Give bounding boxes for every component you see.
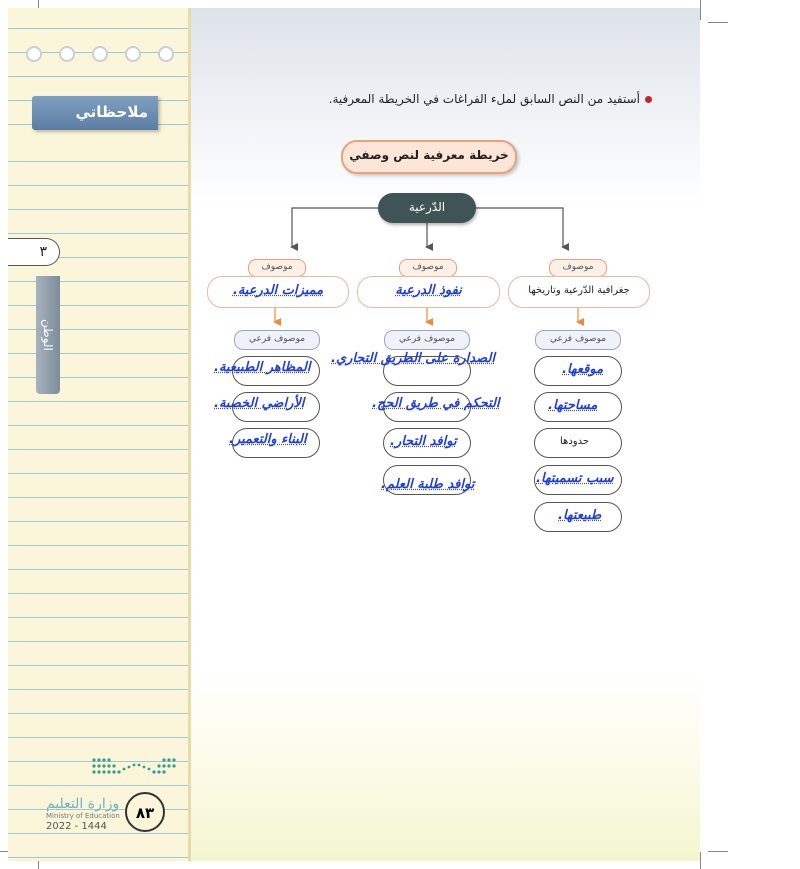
answer-fertile-lands: الأراضي الخصبة.: [214, 396, 305, 411]
sub-described-tag: موصوف فرعي: [234, 330, 320, 350]
answer-traders: توافد التجار.: [390, 434, 457, 449]
answer-students: توافد طلبة العلم.: [381, 477, 475, 492]
binder-holes: [26, 46, 207, 62]
described-tag: موصوف: [248, 259, 306, 277]
binder-hole: [92, 46, 108, 62]
crop-mark: [700, 0, 701, 20]
binder-hole: [125, 46, 141, 62]
answer-location: موقعها.: [562, 362, 604, 377]
unit-number: ٣: [8, 238, 60, 266]
answer-construction: البناء والتعمير.: [229, 432, 307, 447]
instruction-text: [300, 92, 652, 106]
described-tag: موصوف: [549, 259, 607, 277]
described-box-influence: [357, 276, 500, 308]
described-features: مميزات الدرعية.: [232, 283, 324, 298]
answer-area: مساحتها.: [548, 398, 598, 413]
described-box-geography: [508, 276, 650, 308]
sub-described-tag: موصوف فرعي: [535, 330, 621, 350]
ministry-english-name: Ministry of Education: [46, 812, 120, 820]
described-tag: موصوف: [399, 259, 457, 277]
answer-trade-route: الصدارة على الطريق التجاري.: [331, 351, 495, 366]
crop-mark: [700, 852, 701, 869]
answer-naming: سبب تسميتها.: [536, 471, 614, 486]
answer-borders: حدودها: [560, 436, 590, 447]
described-box-features: [207, 276, 349, 308]
ministry-logo-icon: [90, 755, 180, 781]
binder-hole: [26, 46, 42, 62]
instruction-label: أستفيد من النص السابق لملء الفراغات في الخريطة المعرفية.: [328, 92, 640, 106]
ministry-name: وزارة التعليم: [46, 796, 120, 812]
crop-mark: [708, 22, 728, 23]
described-geography: جغرافية الدّرعية وتاريخها: [528, 285, 630, 296]
answer-hajj-route: التحكم في طريق الحج.: [372, 396, 500, 411]
map-title: خريطة معرفية لنص وصفي: [341, 140, 517, 174]
academic-year: 2022 - 1444: [46, 821, 107, 832]
page-number: ٨٣: [125, 792, 165, 832]
notes-sidebar: [8, 8, 191, 861]
bullet-icon: [645, 96, 652, 103]
sub-described-tag: موصوف فرعي: [384, 330, 470, 350]
crop-mark: [708, 851, 728, 852]
map-root-node: الدّرعية: [378, 193, 476, 223]
unit-title: الوطن: [36, 276, 60, 394]
answer-nature: طبيعتها.: [558, 508, 602, 523]
notes-label: ملاحظاتي: [32, 96, 158, 130]
described-influence: نفوذ الدرعية: [395, 283, 462, 298]
binder-hole: [158, 46, 174, 62]
answer-natural-features: المظاهر الطبيعية.: [214, 360, 311, 375]
binder-hole: [59, 46, 75, 62]
